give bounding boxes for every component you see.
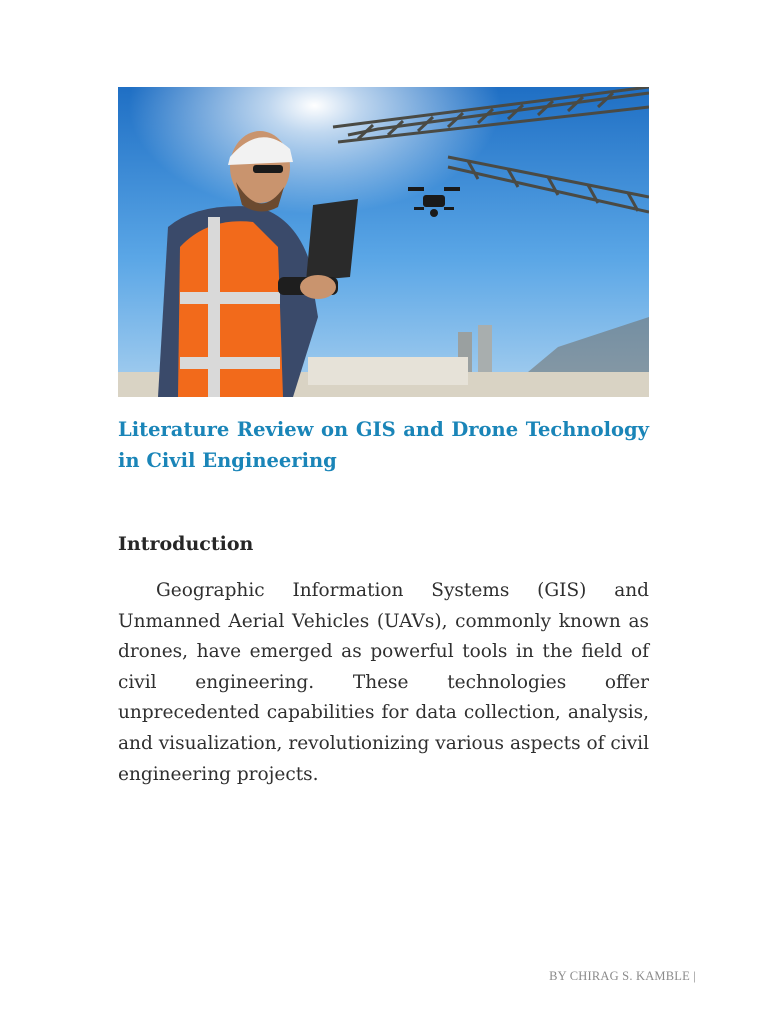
page-footer: BY CHIRAG S. KAMBLE | bbox=[549, 969, 696, 983]
hero-image bbox=[118, 87, 649, 397]
engineer-drone-photo-icon bbox=[118, 87, 649, 397]
section-heading: Introduction bbox=[118, 533, 254, 555]
document-title: Literature Review on GIS and Drone Technology in Civil Engineering bbox=[118, 418, 649, 472]
intro-paragraph: Geographic Information Systems (GIS) and Unmanned Aerial Vehicles (UAVs), commonly known as drones, have emerged as powerful tools in the field of civil engineering. These technologies offer unprecedented capabilities for data collection, analysis, and visualization, revolutionizing various aspects of civil engineering projects. bbox=[118, 580, 649, 785]
